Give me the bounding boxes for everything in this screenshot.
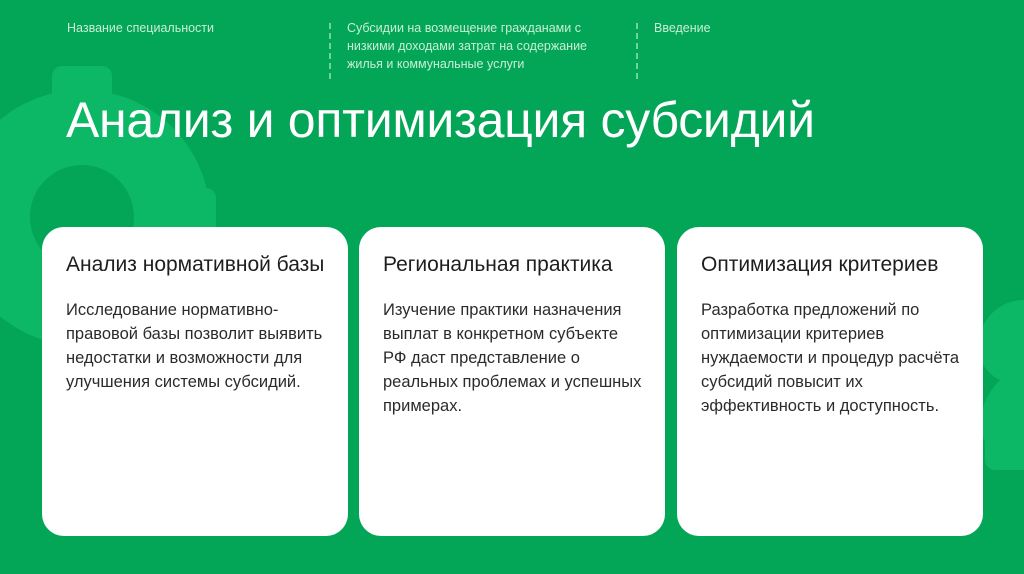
card-regional-practice xyxy=(359,227,665,536)
breadcrumb-section[interactable]: Введение xyxy=(654,21,711,35)
card-title: Региональная практика xyxy=(383,253,613,276)
page-title: Анализ и оптимизация субсидий xyxy=(66,92,815,148)
card-text: Изучение практики назначения выплат в конкретном субъекте РФ даст представление о реальных проблемах и успешных примерах. xyxy=(383,301,642,415)
breadcrumb-topic[interactable]: Субсидии на возмещение гражданами с низкими доходами затрат на содержание жилья и коммунальные услуги xyxy=(347,21,588,71)
card-text: Разработка предложений по оптимизации критериев нуждаемости и процедур расчёта субсидий повысит их эффективность и доступность. xyxy=(701,301,960,415)
card-title: Анализ нормативной базы xyxy=(66,253,325,276)
breadcrumb-specialty[interactable]: Название специальности xyxy=(67,21,215,35)
gear-tooth-right-2 xyxy=(985,430,1024,470)
gear-tooth-right-1 xyxy=(990,330,1024,374)
card-criteria-optimization xyxy=(677,227,983,536)
breadcrumb-divider xyxy=(636,23,638,79)
card-normative-analysis xyxy=(42,227,348,536)
card-title: Оптимизация критериев xyxy=(701,253,939,276)
breadcrumb-divider xyxy=(329,23,331,79)
header xyxy=(0,19,1024,79)
card-text: Исследование нормативно-правовой базы позволит выявить недостатки и возможности для улучшения системы субсидий. xyxy=(66,301,323,391)
